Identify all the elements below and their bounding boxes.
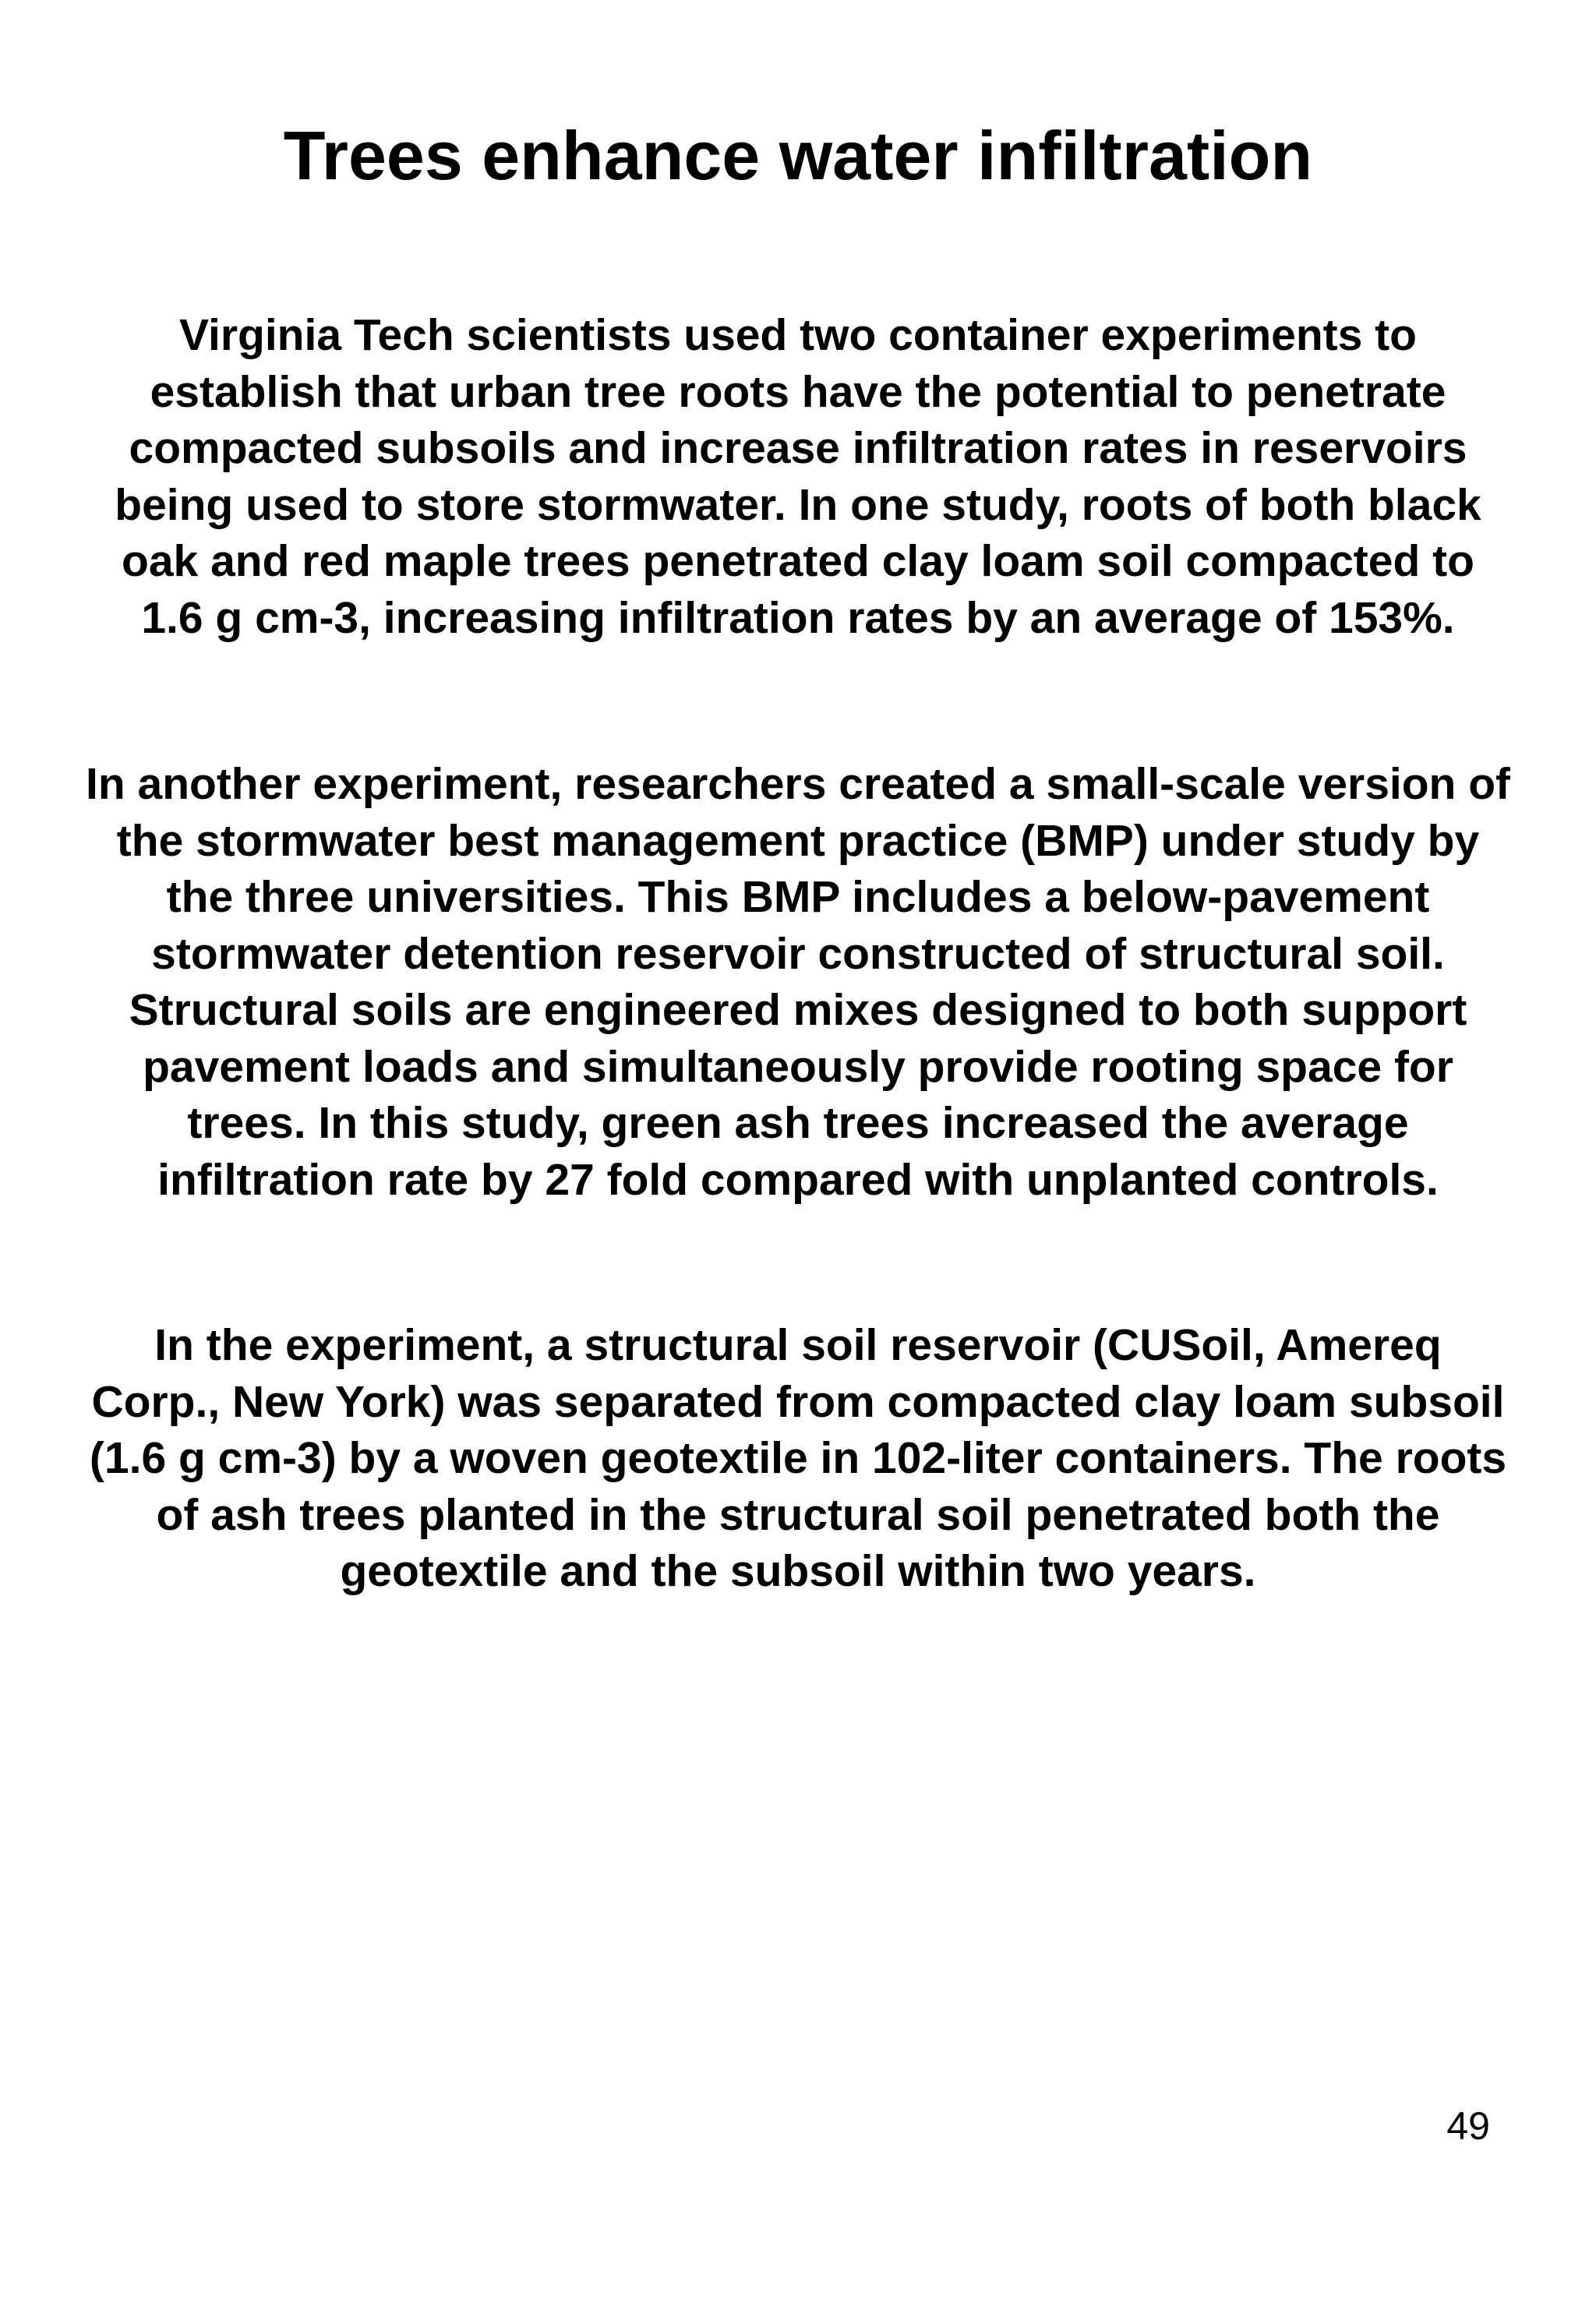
paragraph-container-roots: Virginia Tech scientists used two container experiments to establish that urban tree roots have the potential to penetrate compacted subsoils and increase infiltration rates in reservoirs being used to store stormwater. In one study, roots of both black oak and red maple trees penetrated clay loam soil compacted to 1.6 g cm-3, increasing infiltration rates by an average of 153%.	[115, 310, 1481, 643]
page-number: 49	[1446, 2104, 1490, 2148]
paragraph-structural-soil-reservoir: In the experiment, a structural soil reservoir (CUSoil, Amereq Corp., New York) was separated from compacted clay loam subsoil (1.6 g cm-3) by a woven geotextile in 102-liter containers. The roots of ash trees planted in the structural soil penetrated both the geotextile and the subsoil within two years.	[89, 1320, 1507, 1596]
page-title: Trees enhance water infiltration	[283, 117, 1313, 194]
paragraph-bmp-experiment: In another experiment, researchers created a small-scale version of the stormwater best management practice (BMP) under study by the three universities. This BMP includes a below-pavement stormwater detention reservoir constructed of structural soil. Structural soils are engineered mixes designed to both support pavement loads and simultaneously provide rooting space for trees. In this study, green ash trees increased the average infiltration rate by 27 fold compared with unplanted controls.	[86, 759, 1511, 1205]
